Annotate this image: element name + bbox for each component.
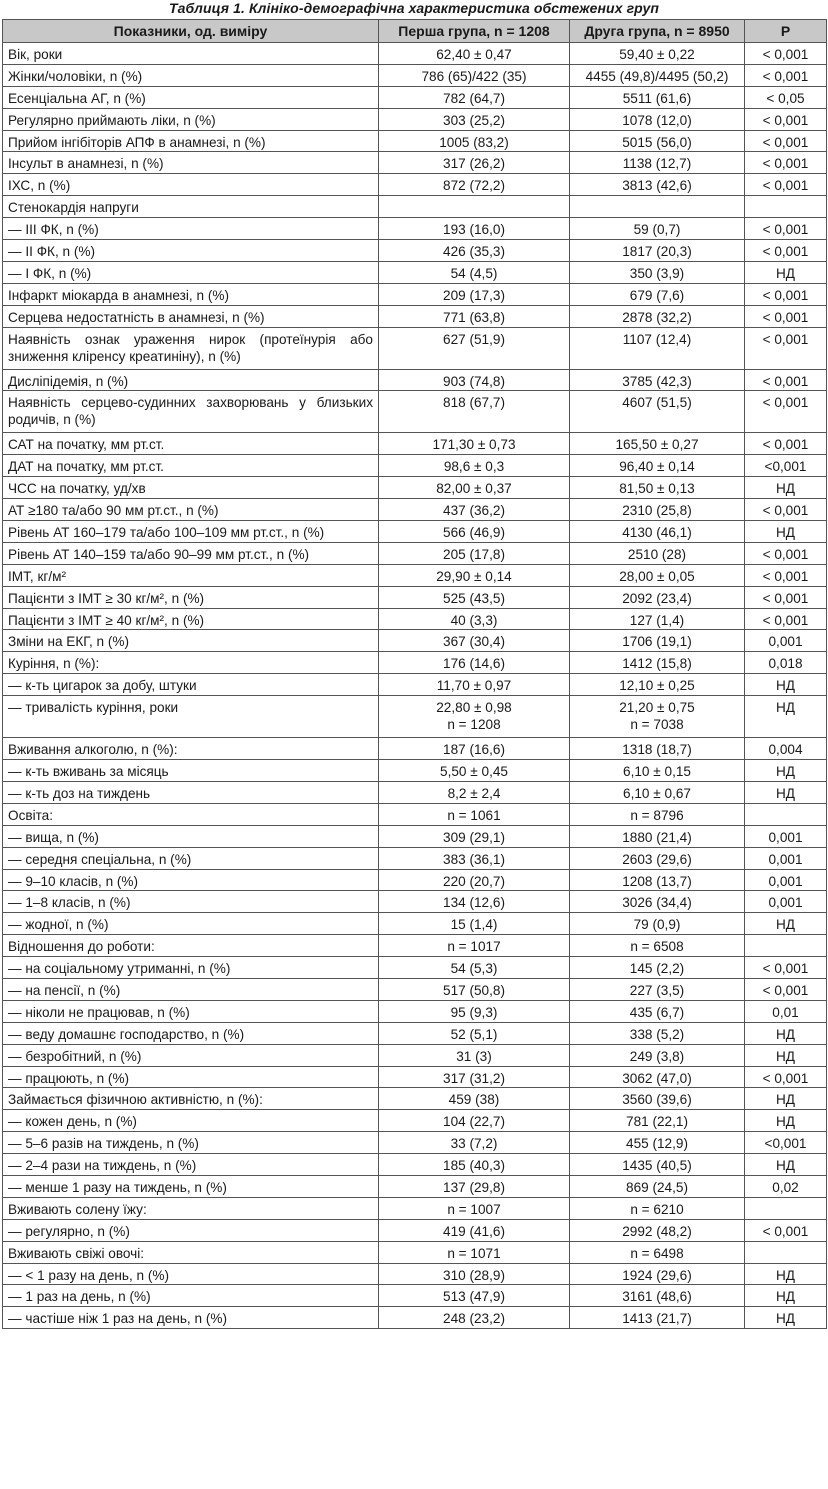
p-value-cell: НД xyxy=(745,1307,827,1329)
p-value-cell: < 0,001 xyxy=(745,1219,827,1241)
group-1-cell: 525 (43,5) xyxy=(379,586,570,608)
p-value-cell: < 0,001 xyxy=(745,43,827,65)
p-value-cell: < 0,001 xyxy=(745,305,827,327)
header-p-value: P xyxy=(745,20,827,43)
group-2-cell: 1880 (21,4) xyxy=(570,825,745,847)
p-value-cell: 0,001 xyxy=(745,891,827,913)
table-row xyxy=(3,957,827,979)
group-1-cell: 40 (3,3) xyxy=(379,608,570,630)
group-1-cell: n = 1007 xyxy=(379,1197,570,1219)
group-1-cell: 82,00 ± 0,37 xyxy=(379,477,570,499)
table-row xyxy=(3,521,827,543)
indicator-cell: Вживають солену їжу: xyxy=(3,1197,379,1219)
p-value-cell: < 0,001 xyxy=(745,369,827,391)
group-1-cell: 15 (1,4) xyxy=(379,913,570,935)
group-1-cell: 383 (36,1) xyxy=(379,847,570,869)
group-1-cell: 29,90 ± 0,14 xyxy=(379,564,570,586)
indicator-cell: Жінки/чоловіки, n (%) xyxy=(3,64,379,86)
group-1-cell: 22,80 ± 0,98 n = 1208 xyxy=(379,696,570,738)
group-2-cell: 227 (3,5) xyxy=(570,978,745,1000)
p-value-cell: 0,001 xyxy=(745,825,827,847)
p-value-cell: < 0,001 xyxy=(745,542,827,564)
indicator-cell: — кожен день, n (%) xyxy=(3,1110,379,1132)
indicator-cell: Пацієнти з ІМТ ≥ 40 кг/м², n (%) xyxy=(3,608,379,630)
group-2-cell: 5015 (56,0) xyxy=(570,130,745,152)
table-row xyxy=(3,152,827,174)
group-2-cell: 2878 (32,2) xyxy=(570,305,745,327)
indicator-cell: — < 1 разу на день, n (%) xyxy=(3,1263,379,1285)
group-2-cell: 435 (6,7) xyxy=(570,1000,745,1022)
p-value-cell: < 0,001 xyxy=(745,978,827,1000)
table-row xyxy=(3,391,827,433)
table-row xyxy=(3,305,827,327)
group-2-cell: n = 6210 xyxy=(570,1197,745,1219)
group-2-cell: 145 (2,2) xyxy=(570,957,745,979)
indicator-cell: Есенціальна АГ, n (%) xyxy=(3,86,379,108)
table-row xyxy=(3,1110,827,1132)
table-row xyxy=(3,1154,827,1176)
indicator-cell: — к-ть доз на тиждень xyxy=(3,781,379,803)
table-row xyxy=(3,369,827,391)
p-value-cell: < 0,001 xyxy=(745,327,827,369)
p-value-cell: < 0,001 xyxy=(745,152,827,174)
indicator-cell: Рівень АТ 140–159 та/або 90–99 мм рт.ст., n (%) xyxy=(3,542,379,564)
group-2-cell: 1138 (12,7) xyxy=(570,152,745,174)
group-1-cell: 98,6 ± 0,3 xyxy=(379,455,570,477)
p-value-cell: НД xyxy=(745,696,827,738)
indicator-cell: — безробітний, n (%) xyxy=(3,1044,379,1066)
indicator-cell: — веду домашнє господарство, n (%) xyxy=(3,1022,379,1044)
p-value-cell: НД xyxy=(745,477,827,499)
group-1-cell: 513 (47,9) xyxy=(379,1285,570,1307)
group-2-cell: 679 (7,6) xyxy=(570,283,745,305)
group-1-cell: 517 (50,8) xyxy=(379,978,570,1000)
p-value-cell: < 0,001 xyxy=(745,608,827,630)
group-2-cell: 5511 (61,6) xyxy=(570,86,745,108)
p-value-cell xyxy=(745,935,827,957)
indicator-cell: — менше 1 разу на тиждень, n (%) xyxy=(3,1175,379,1197)
p-value-cell: 0,001 xyxy=(745,847,827,869)
indicator-cell: — III ФК, n (%) xyxy=(3,218,379,240)
table-row xyxy=(3,935,827,957)
p-value-cell: НД xyxy=(745,261,827,283)
group-1-cell: n = 1017 xyxy=(379,935,570,957)
p-value-cell: < 0,001 xyxy=(745,283,827,305)
group-2-cell: 3026 (34,4) xyxy=(570,891,745,913)
group-1-cell: n = 1061 xyxy=(379,803,570,825)
indicator-cell: — к-ть вживань за місяць xyxy=(3,760,379,782)
p-value-cell: < 0,001 xyxy=(745,240,827,262)
p-value-cell: НД xyxy=(745,1154,827,1176)
table-row xyxy=(3,1219,827,1241)
indicator-cell: САТ на початку, мм рт.ст. xyxy=(3,433,379,455)
group-1-cell: 309 (29,1) xyxy=(379,825,570,847)
group-2-cell: n = 6498 xyxy=(570,1241,745,1263)
table-caption: Таблиця 1. Клініко-демографічна характеристика обстежених груп xyxy=(169,0,659,16)
group-2-cell: 3560 (39,6) xyxy=(570,1088,745,1110)
indicator-cell: Регулярно приймають ліки, n (%) xyxy=(3,108,379,130)
table-row xyxy=(3,174,827,196)
indicator-cell: ДАТ на початку, мм рт.ст. xyxy=(3,455,379,477)
group-1-cell: 31 (3) xyxy=(379,1044,570,1066)
group-2-cell: 1412 (15,8) xyxy=(570,652,745,674)
table-row xyxy=(3,455,827,477)
p-value-cell: НД xyxy=(745,521,827,543)
group-2-cell: 4455 (49,8)/4495 (50,2) xyxy=(570,64,745,86)
table-row xyxy=(3,1307,827,1329)
p-value-cell: < 0,001 xyxy=(745,499,827,521)
indicator-cell: — працюють, n (%) xyxy=(3,1066,379,1088)
p-value-cell: 0,018 xyxy=(745,652,827,674)
table-row xyxy=(3,1000,827,1022)
p-value-cell: < 0,05 xyxy=(745,86,827,108)
p-value-cell: НД xyxy=(745,760,827,782)
table-row xyxy=(3,1132,827,1154)
group-2-cell: 81,50 ± 0,13 xyxy=(570,477,745,499)
group-2-cell: 3161 (48,6) xyxy=(570,1285,745,1307)
group-2-cell: 3785 (42,3) xyxy=(570,369,745,391)
table-row xyxy=(3,1088,827,1110)
table-row xyxy=(3,891,827,913)
table-row xyxy=(3,760,827,782)
table-row xyxy=(3,1022,827,1044)
indicator-cell: — на соціальному утриманні, n (%) xyxy=(3,957,379,979)
p-value-cell: 0,02 xyxy=(745,1175,827,1197)
group-1-cell: 104 (22,7) xyxy=(379,1110,570,1132)
indicator-cell: — 1–8 класів, n (%) xyxy=(3,891,379,913)
p-value-cell xyxy=(745,1241,827,1263)
table-row xyxy=(3,1175,827,1197)
group-1-cell: 176 (14,6) xyxy=(379,652,570,674)
p-value-cell: НД xyxy=(745,1285,827,1307)
group-2-cell: 3813 (42,6) xyxy=(570,174,745,196)
group-2-cell: 455 (12,9) xyxy=(570,1132,745,1154)
indicator-cell: Дисліпідемія, n (%) xyxy=(3,369,379,391)
indicator-cell: Займається фізичною активністю, n (%): xyxy=(3,1088,379,1110)
indicator-cell: Наявність серцево-судинних захворювань у близьких родичів, n (%) xyxy=(3,391,379,433)
group-1-cell: 426 (35,3) xyxy=(379,240,570,262)
group-1-cell xyxy=(379,196,570,218)
header-group-1: Перша група, n = 1208 xyxy=(379,20,570,43)
group-2-cell xyxy=(570,196,745,218)
indicator-cell: Інсульт в анамнезі, n (%) xyxy=(3,152,379,174)
p-value-cell: < 0,001 xyxy=(745,586,827,608)
group-2-cell: 4607 (51,5) xyxy=(570,391,745,433)
table-row xyxy=(3,781,827,803)
indicator-cell: Куріння, n (%): xyxy=(3,652,379,674)
table-body xyxy=(3,43,827,1329)
table-row xyxy=(3,196,827,218)
indicator-cell: — I ФК, n (%) xyxy=(3,261,379,283)
group-2-cell: 1318 (18,7) xyxy=(570,738,745,760)
p-value-cell: < 0,001 xyxy=(745,391,827,433)
indicator-cell: — к-ть цигарок за добу, штуки xyxy=(3,674,379,696)
group-2-cell: 21,20 ± 0,75 n = 7038 xyxy=(570,696,745,738)
group-1-cell: n = 1071 xyxy=(379,1241,570,1263)
group-1-cell: 782 (64,7) xyxy=(379,86,570,108)
group-2-cell: 6,10 ± 0,67 xyxy=(570,781,745,803)
p-value-cell: 0,001 xyxy=(745,869,827,891)
table-row xyxy=(3,43,827,65)
table-row xyxy=(3,261,827,283)
p-value-cell xyxy=(745,196,827,218)
group-1-cell: 5,50 ± 0,45 xyxy=(379,760,570,782)
group-2-cell: 6,10 ± 0,15 xyxy=(570,760,745,782)
group-2-cell: 2603 (29,6) xyxy=(570,847,745,869)
p-value-cell: 0,01 xyxy=(745,1000,827,1022)
p-value-cell: < 0,001 xyxy=(745,957,827,979)
table-row xyxy=(3,218,827,240)
group-1-cell: 903 (74,8) xyxy=(379,369,570,391)
group-1-cell: 205 (17,8) xyxy=(379,542,570,564)
group-2-cell: 165,50 ± 0,27 xyxy=(570,433,745,455)
table-row xyxy=(3,825,827,847)
table-row xyxy=(3,869,827,891)
table-row xyxy=(3,433,827,455)
p-value-cell: < 0,001 xyxy=(745,64,827,86)
group-2-cell: 1706 (19,1) xyxy=(570,630,745,652)
indicator-cell: ЧСС на початку, уд/хв xyxy=(3,477,379,499)
table-row xyxy=(3,64,827,86)
group-1-cell: 566 (46,9) xyxy=(379,521,570,543)
table-row xyxy=(3,477,827,499)
group-1-cell: 317 (26,2) xyxy=(379,152,570,174)
group-1-cell: 317 (31,2) xyxy=(379,1066,570,1088)
indicator-cell: Пацієнти з ІМТ ≥ 30 кг/м², n (%) xyxy=(3,586,379,608)
group-2-cell: 59,40 ± 0,22 xyxy=(570,43,745,65)
table-row xyxy=(3,130,827,152)
table-row xyxy=(3,586,827,608)
table-row xyxy=(3,674,827,696)
p-value-cell: НД xyxy=(745,1022,827,1044)
group-2-cell: n = 8796 xyxy=(570,803,745,825)
group-1-cell: 419 (41,6) xyxy=(379,1219,570,1241)
group-1-cell: 303 (25,2) xyxy=(379,108,570,130)
group-1-cell: 52 (5,1) xyxy=(379,1022,570,1044)
p-value-cell: НД xyxy=(745,1110,827,1132)
indicator-cell: — регулярно, n (%) xyxy=(3,1219,379,1241)
group-1-cell: 627 (51,9) xyxy=(379,327,570,369)
table-row xyxy=(3,803,827,825)
p-value-cell: < 0,001 xyxy=(745,108,827,130)
table-row xyxy=(3,630,827,652)
group-2-cell: 2310 (25,8) xyxy=(570,499,745,521)
group-2-cell: 350 (3,9) xyxy=(570,261,745,283)
p-value-cell: НД xyxy=(745,913,827,935)
indicator-cell: Освіта: xyxy=(3,803,379,825)
group-2-cell: n = 6508 xyxy=(570,935,745,957)
group-1-cell: 171,30 ± 0,73 xyxy=(379,433,570,455)
group-2-cell: 79 (0,9) xyxy=(570,913,745,935)
indicator-cell: Стенокардія напруги xyxy=(3,196,379,218)
table-row xyxy=(3,1241,827,1263)
p-value-cell: НД xyxy=(745,1263,827,1285)
indicator-cell: Відношення до роботи: xyxy=(3,935,379,957)
group-2-cell: 12,10 ± 0,25 xyxy=(570,674,745,696)
group-2-cell: 2510 (28) xyxy=(570,542,745,564)
group-2-cell: 127 (1,4) xyxy=(570,608,745,630)
group-1-cell: 185 (40,3) xyxy=(379,1154,570,1176)
group-1-cell: 209 (17,3) xyxy=(379,283,570,305)
group-1-cell: 872 (72,2) xyxy=(379,174,570,196)
group-1-cell: 54 (4,5) xyxy=(379,261,570,283)
header-indicator: Показники, од. виміру xyxy=(3,20,379,43)
group-2-cell: 2992 (48,2) xyxy=(570,1219,745,1241)
p-value-cell: < 0,001 xyxy=(745,218,827,240)
indicator-cell: АТ ≥180 та/або 90 мм рт.ст., n (%) xyxy=(3,499,379,521)
table-row xyxy=(3,1197,827,1219)
group-2-cell: 1924 (29,6) xyxy=(570,1263,745,1285)
table-row xyxy=(3,108,827,130)
table-row xyxy=(3,542,827,564)
indicator-cell: — ніколи не працював, n (%) xyxy=(3,1000,379,1022)
group-2-cell: 781 (22,1) xyxy=(570,1110,745,1132)
p-value-cell: < 0,001 xyxy=(745,433,827,455)
table-row xyxy=(3,608,827,630)
group-1-cell: 8,2 ± 2,4 xyxy=(379,781,570,803)
indicator-cell: Вживання алкоголю, n (%): xyxy=(3,738,379,760)
p-value-cell: < 0,001 xyxy=(745,174,827,196)
group-1-cell: 248 (23,2) xyxy=(379,1307,570,1329)
indicator-cell: Рівень АТ 160–179 та/або 100–109 мм рт.ст., n (%) xyxy=(3,521,379,543)
group-1-cell: 818 (67,7) xyxy=(379,391,570,433)
table-row xyxy=(3,696,827,738)
table-row xyxy=(3,1066,827,1088)
indicator-cell: — тривалість куріння, роки xyxy=(3,696,379,738)
group-2-cell: 59 (0,7) xyxy=(570,218,745,240)
indicator-cell: Вік, роки xyxy=(3,43,379,65)
indicator-cell: — вища, n (%) xyxy=(3,825,379,847)
clinical-demographic-table xyxy=(2,19,827,1329)
p-value-cell xyxy=(745,803,827,825)
table-row xyxy=(3,1285,827,1307)
group-2-cell: 2092 (23,4) xyxy=(570,586,745,608)
p-value-cell: < 0,001 xyxy=(745,1066,827,1088)
group-1-cell: 310 (28,9) xyxy=(379,1263,570,1285)
p-value-cell: <0,001 xyxy=(745,455,827,477)
p-value-cell: < 0,001 xyxy=(745,564,827,586)
indicator-cell: — 9–10 класів, n (%) xyxy=(3,869,379,891)
p-value-cell: 0,004 xyxy=(745,738,827,760)
p-value-cell: НД xyxy=(745,674,827,696)
indicator-cell: Вживають свіжі овочі: xyxy=(3,1241,379,1263)
p-value-cell: НД xyxy=(745,1088,827,1110)
table-row xyxy=(3,1044,827,1066)
group-1-cell: 187 (16,6) xyxy=(379,738,570,760)
table-row xyxy=(3,240,827,262)
group-1-cell: 95 (9,3) xyxy=(379,1000,570,1022)
table-row xyxy=(3,283,827,305)
group-1-cell: 459 (38) xyxy=(379,1088,570,1110)
indicator-cell: — 5–6 разів на тиждень, n (%) xyxy=(3,1132,379,1154)
table-row xyxy=(3,847,827,869)
indicator-cell: Інфаркт міокарда в анамнезі, n (%) xyxy=(3,283,379,305)
p-value-cell xyxy=(745,1197,827,1219)
indicator-cell: Наявність ознак ураження нирок (протеїнурія або зниження кліренсу креатиніну), n (%) xyxy=(3,327,379,369)
group-2-cell: 4130 (46,1) xyxy=(570,521,745,543)
group-1-cell: 437 (36,2) xyxy=(379,499,570,521)
p-value-cell: <0,001 xyxy=(745,1132,827,1154)
group-2-cell: 1107 (12,4) xyxy=(570,327,745,369)
group-2-cell: 1435 (40,5) xyxy=(570,1154,745,1176)
group-1-cell: 62,40 ± 0,47 xyxy=(379,43,570,65)
p-value-cell: < 0,001 xyxy=(745,130,827,152)
group-1-cell: 137 (29,8) xyxy=(379,1175,570,1197)
group-1-cell: 54 (5,3) xyxy=(379,957,570,979)
group-1-cell: 220 (20,7) xyxy=(379,869,570,891)
indicator-cell: Прийом інгібіторів АПФ в анамнезі, n (%) xyxy=(3,130,379,152)
p-value-cell: НД xyxy=(745,781,827,803)
indicator-cell: — на пенсії, n (%) xyxy=(3,978,379,1000)
p-value-cell: 0,001 xyxy=(745,630,827,652)
header-row xyxy=(3,20,827,43)
table-row xyxy=(3,913,827,935)
group-1-cell: 134 (12,6) xyxy=(379,891,570,913)
table-row xyxy=(3,652,827,674)
header-group-2: Друга група, n = 8950 xyxy=(570,20,745,43)
group-1-cell: 786 (65)/422 (35) xyxy=(379,64,570,86)
group-1-cell: 193 (16,0) xyxy=(379,218,570,240)
table-row xyxy=(3,978,827,1000)
group-2-cell: 1078 (12,0) xyxy=(570,108,745,130)
group-1-cell: 367 (30,4) xyxy=(379,630,570,652)
indicator-cell: Серцева недостатність в анамнезі, n (%) xyxy=(3,305,379,327)
table-row xyxy=(3,564,827,586)
group-2-cell: 1817 (20,3) xyxy=(570,240,745,262)
group-2-cell: 96,40 ± 0,14 xyxy=(570,455,745,477)
indicator-cell: — середня спеціальна, n (%) xyxy=(3,847,379,869)
group-2-cell: 3062 (47,0) xyxy=(570,1066,745,1088)
indicator-cell: — частіше ніж 1 раз на день, n (%) xyxy=(3,1307,379,1329)
indicator-cell: — 1 раз на день, n (%) xyxy=(3,1285,379,1307)
indicator-cell: ІХС, n (%) xyxy=(3,174,379,196)
group-2-cell: 1208 (13,7) xyxy=(570,869,745,891)
group-2-cell: 869 (24,5) xyxy=(570,1175,745,1197)
group-1-cell: 1005 (83,2) xyxy=(379,130,570,152)
indicator-cell: ІМТ, кг/м² xyxy=(3,564,379,586)
group-2-cell: 28,00 ± 0,05 xyxy=(570,564,745,586)
indicator-cell: — жодної, n (%) xyxy=(3,913,379,935)
table-row xyxy=(3,86,827,108)
indicator-cell: Зміни на ЕКГ, n (%) xyxy=(3,630,379,652)
table-row xyxy=(3,327,827,369)
table-row xyxy=(3,738,827,760)
indicator-cell: — 2–4 рази на тиждень, n (%) xyxy=(3,1154,379,1176)
group-2-cell: 338 (5,2) xyxy=(570,1022,745,1044)
table-row xyxy=(3,499,827,521)
group-1-cell: 771 (63,8) xyxy=(379,305,570,327)
group-1-cell: 33 (7,2) xyxy=(379,1132,570,1154)
p-value-cell: НД xyxy=(745,1044,827,1066)
indicator-cell: — II ФК, n (%) xyxy=(3,240,379,262)
group-1-cell: 11,70 ± 0,97 xyxy=(379,674,570,696)
group-2-cell: 1413 (21,7) xyxy=(570,1307,745,1329)
table-row xyxy=(3,1263,827,1285)
group-2-cell: 249 (3,8) xyxy=(570,1044,745,1066)
